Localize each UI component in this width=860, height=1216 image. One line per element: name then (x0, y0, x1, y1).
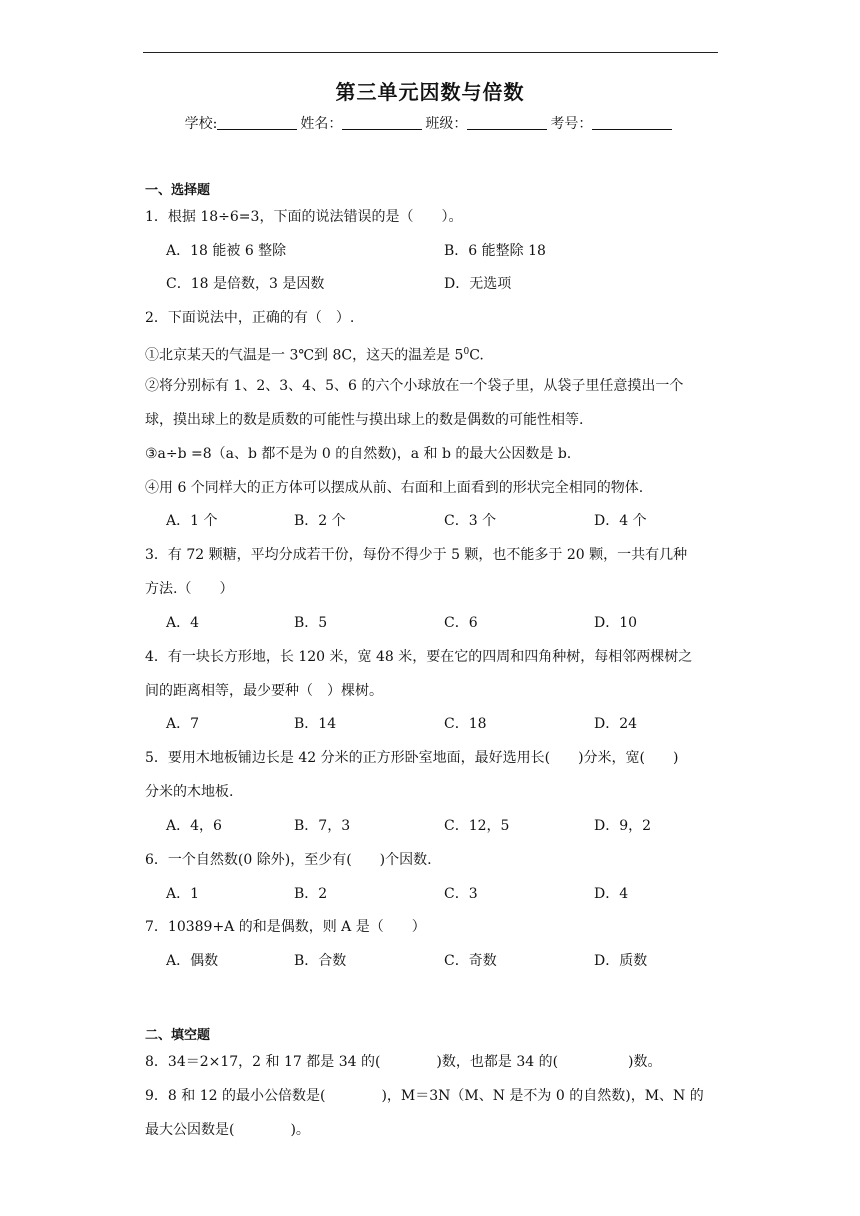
header-rule (143, 52, 718, 53)
question-9-line-2: 最大公因数是( )。 (145, 1122, 310, 1138)
question-5-stem-line-2: 分米的木地板. (145, 784, 234, 800)
question-7-stem: 7．10389+A 的和是偶数，则 A 是（ ） (145, 919, 426, 935)
question-6-stem: 6．一个自然数(0 除外)，至少有( )个因数. (145, 852, 432, 868)
question-3-stem-line-2: 方法.（ ） (145, 581, 234, 597)
q4-option-a[interactable]: A．7 (166, 716, 200, 732)
exam-no-blank[interactable] (592, 115, 672, 130)
question-4-stem-line-1: 4．有一块长方形地，长 120 米，宽 48 米，要在它的四周和四角种树，每相邻两棵树之 (145, 649, 693, 665)
question-2-stem: 2．下面说法中，正确的有（ ）. (145, 310, 355, 326)
q2-option-c[interactable]: C．3 个 (444, 513, 497, 529)
q2-statement-2-line-1: ②将分别标有 1、2、3、4、5、6 的六个小球放在一个袋子里，从袋子里任意摸出一个 (145, 378, 684, 394)
class-blank[interactable] (467, 115, 547, 130)
q4-option-b[interactable]: B．14 (294, 716, 337, 732)
section-heading-choice: 一、选择题 (145, 183, 211, 198)
q3-option-c[interactable]: C．6 (444, 615, 478, 631)
q7-option-d[interactable]: D．质数 (594, 953, 648, 969)
question-3-stem-line-1: 3．有 72 颗糖，平均分成若干份，每份不得少于 5 颗，也不能多于 20 颗，一共有几种 (145, 547, 688, 563)
school-label: 学校: (184, 116, 218, 132)
q2-option-b[interactable]: B．2 个 (294, 513, 346, 529)
q5-option-d[interactable]: D．9，2 (594, 818, 652, 834)
question-1-stem: 1．根据 18÷6=3，下面的说法错误的是（ ）。 (145, 209, 463, 225)
q1-option-c[interactable]: C．18 是倍数，3 是因数 (166, 276, 325, 292)
q4-option-c[interactable]: C．18 (444, 716, 487, 732)
question-5-stem-line-1: 5．要用木地板铺边长是 42 分米的正方形卧室地面，最好选用长( )分米，宽( ) (145, 750, 679, 766)
q2-statement-2-line-2: 球，摸出球上的数是质数的可能性与摸出球上的数是偶数的可能性相等. (145, 412, 584, 428)
q3-option-d[interactable]: D．10 (594, 615, 638, 631)
q5-option-b[interactable]: B．7，3 (294, 818, 351, 834)
q2-statement-3: ③a÷b =8（a、b 都不是为 0 的自然数)，a 和 b 的最大公因数是 b. (145, 446, 572, 462)
q1-option-b[interactable]: B．6 能整除 18 (444, 243, 546, 259)
q3-option-a[interactable]: A．4 (166, 615, 200, 631)
question-9-line-1: 9．8 和 12 的最小公倍数是( )，M＝3N（M、N 是不为 0 的自然数)，M、N 的 (145, 1088, 704, 1104)
q2-option-d[interactable]: D．4 个 (594, 513, 647, 529)
q2-option-a[interactable]: A．1 个 (166, 513, 218, 529)
school-blank[interactable] (217, 115, 297, 130)
name-blank[interactable] (342, 115, 422, 130)
page-title: 第三单元因数与倍数 (335, 80, 525, 104)
student-info-line (0, 113, 860, 133)
q5-option-a[interactable]: A．4，6 (166, 818, 222, 834)
q1-option-d[interactable]: D．无选项 (444, 276, 512, 292)
q7-option-c[interactable]: C．奇数 (444, 953, 497, 969)
exam-no-label: 考号： (550, 116, 593, 132)
q6-option-d[interactable]: D．4 (594, 886, 629, 902)
class-label: 班级： (425, 116, 468, 132)
section-heading-fill-blank: 二、填空题 (145, 1028, 211, 1043)
q2-statement-1: ①北京某天的气温是一 3℃到 8C，这天的温差是 $5^0C$. (145, 347, 484, 364)
q2-statement-4: ④用 6 个同样大的正方体可以摆成从前、右面和上面看到的形状完全相同的物体. (145, 480, 644, 496)
question-4-stem-line-2: 间的距离相等，最少要种（ ）棵树。 (145, 683, 383, 699)
q3-option-b[interactable]: B．5 (294, 615, 328, 631)
q6-option-a[interactable]: A．1 (166, 886, 200, 902)
name-label: 姓名： (300, 116, 343, 132)
q7-option-b[interactable]: B．合数 (294, 953, 347, 969)
q1-option-a[interactable]: A．18 能被 6 整除 (166, 243, 287, 259)
question-8: 8．34＝2×17，2 和 17 都是 34 的( )数，也都是 34 的( )数。 (145, 1054, 662, 1070)
q6-option-b[interactable]: B．2 (294, 886, 328, 902)
q5-option-c[interactable]: C．12，5 (444, 818, 510, 834)
q4-option-d[interactable]: D．24 (594, 716, 638, 732)
q6-option-c[interactable]: C．3 (444, 886, 478, 902)
q7-option-a[interactable]: A．偶数 (166, 953, 219, 969)
